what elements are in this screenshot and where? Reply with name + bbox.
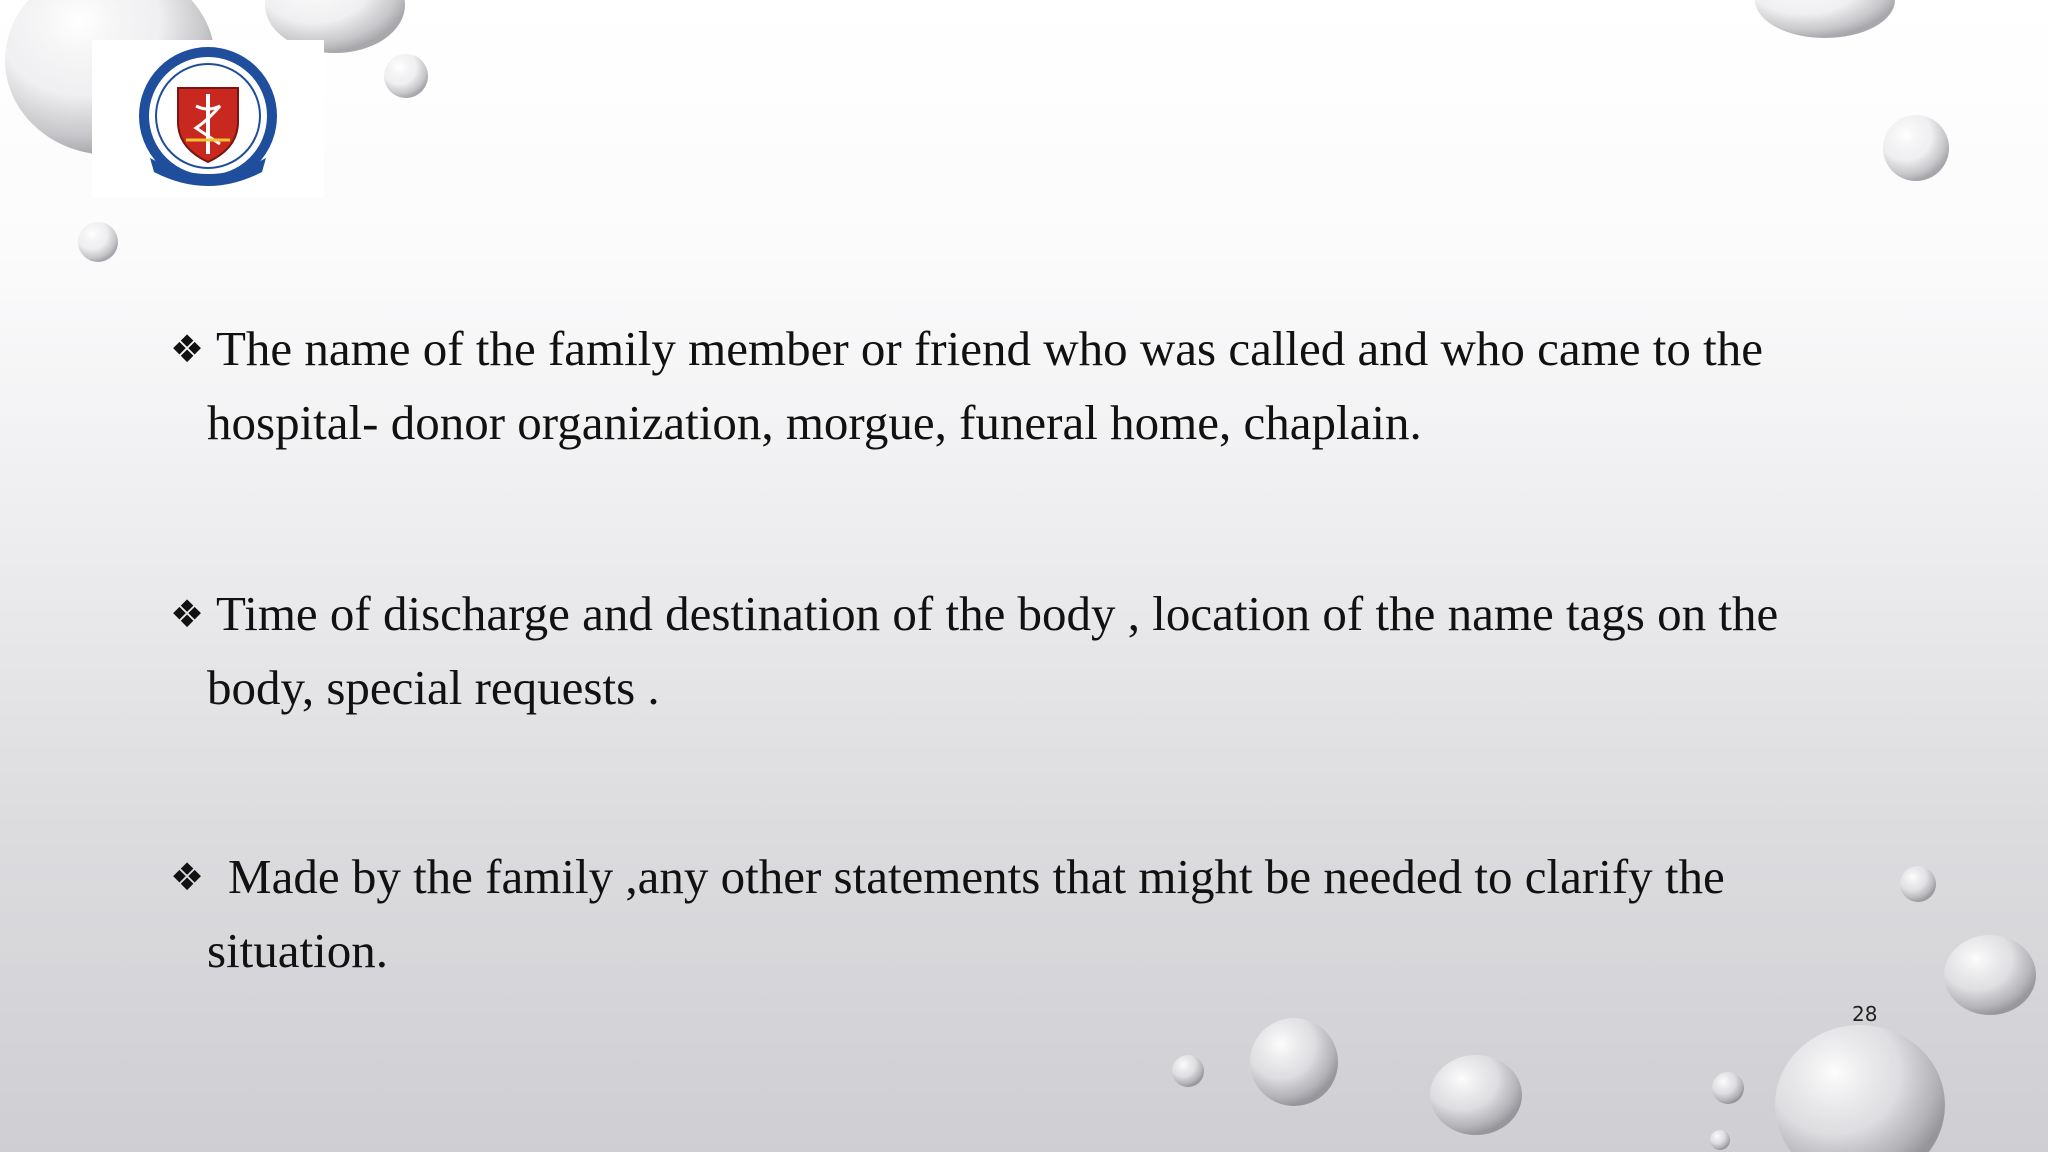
bullet-text-line: hospital- donor organization, morgue, funeral home, chaplain. bbox=[207, 395, 1422, 450]
bullet-text-line: Made by the family ,any other statements that might be needed to clarify the bbox=[228, 849, 1725, 904]
bullet-item-discharge-time bbox=[170, 577, 1870, 725]
bullet-text-line: body, special requests . bbox=[207, 660, 660, 715]
emblem-icon bbox=[92, 40, 324, 198]
bullet-text-line: situation. bbox=[207, 923, 389, 978]
page-number: 28 bbox=[1852, 1002, 1878, 1026]
bullet-marker-icon: ❖ bbox=[170, 855, 205, 899]
university-logo bbox=[92, 40, 324, 198]
bullet-item-family-statements bbox=[170, 840, 1870, 988]
bullet-item-family-member bbox=[170, 312, 1870, 460]
bullet-text-line: The name of the family member or friend who was called and who came to the bbox=[216, 321, 1764, 376]
bullet-marker-icon: ❖ bbox=[170, 592, 205, 636]
bullet-text-line: Time of discharge and destination of the body , location of the name tags on the bbox=[216, 586, 1779, 641]
bullet-marker-icon: ❖ bbox=[170, 327, 205, 371]
